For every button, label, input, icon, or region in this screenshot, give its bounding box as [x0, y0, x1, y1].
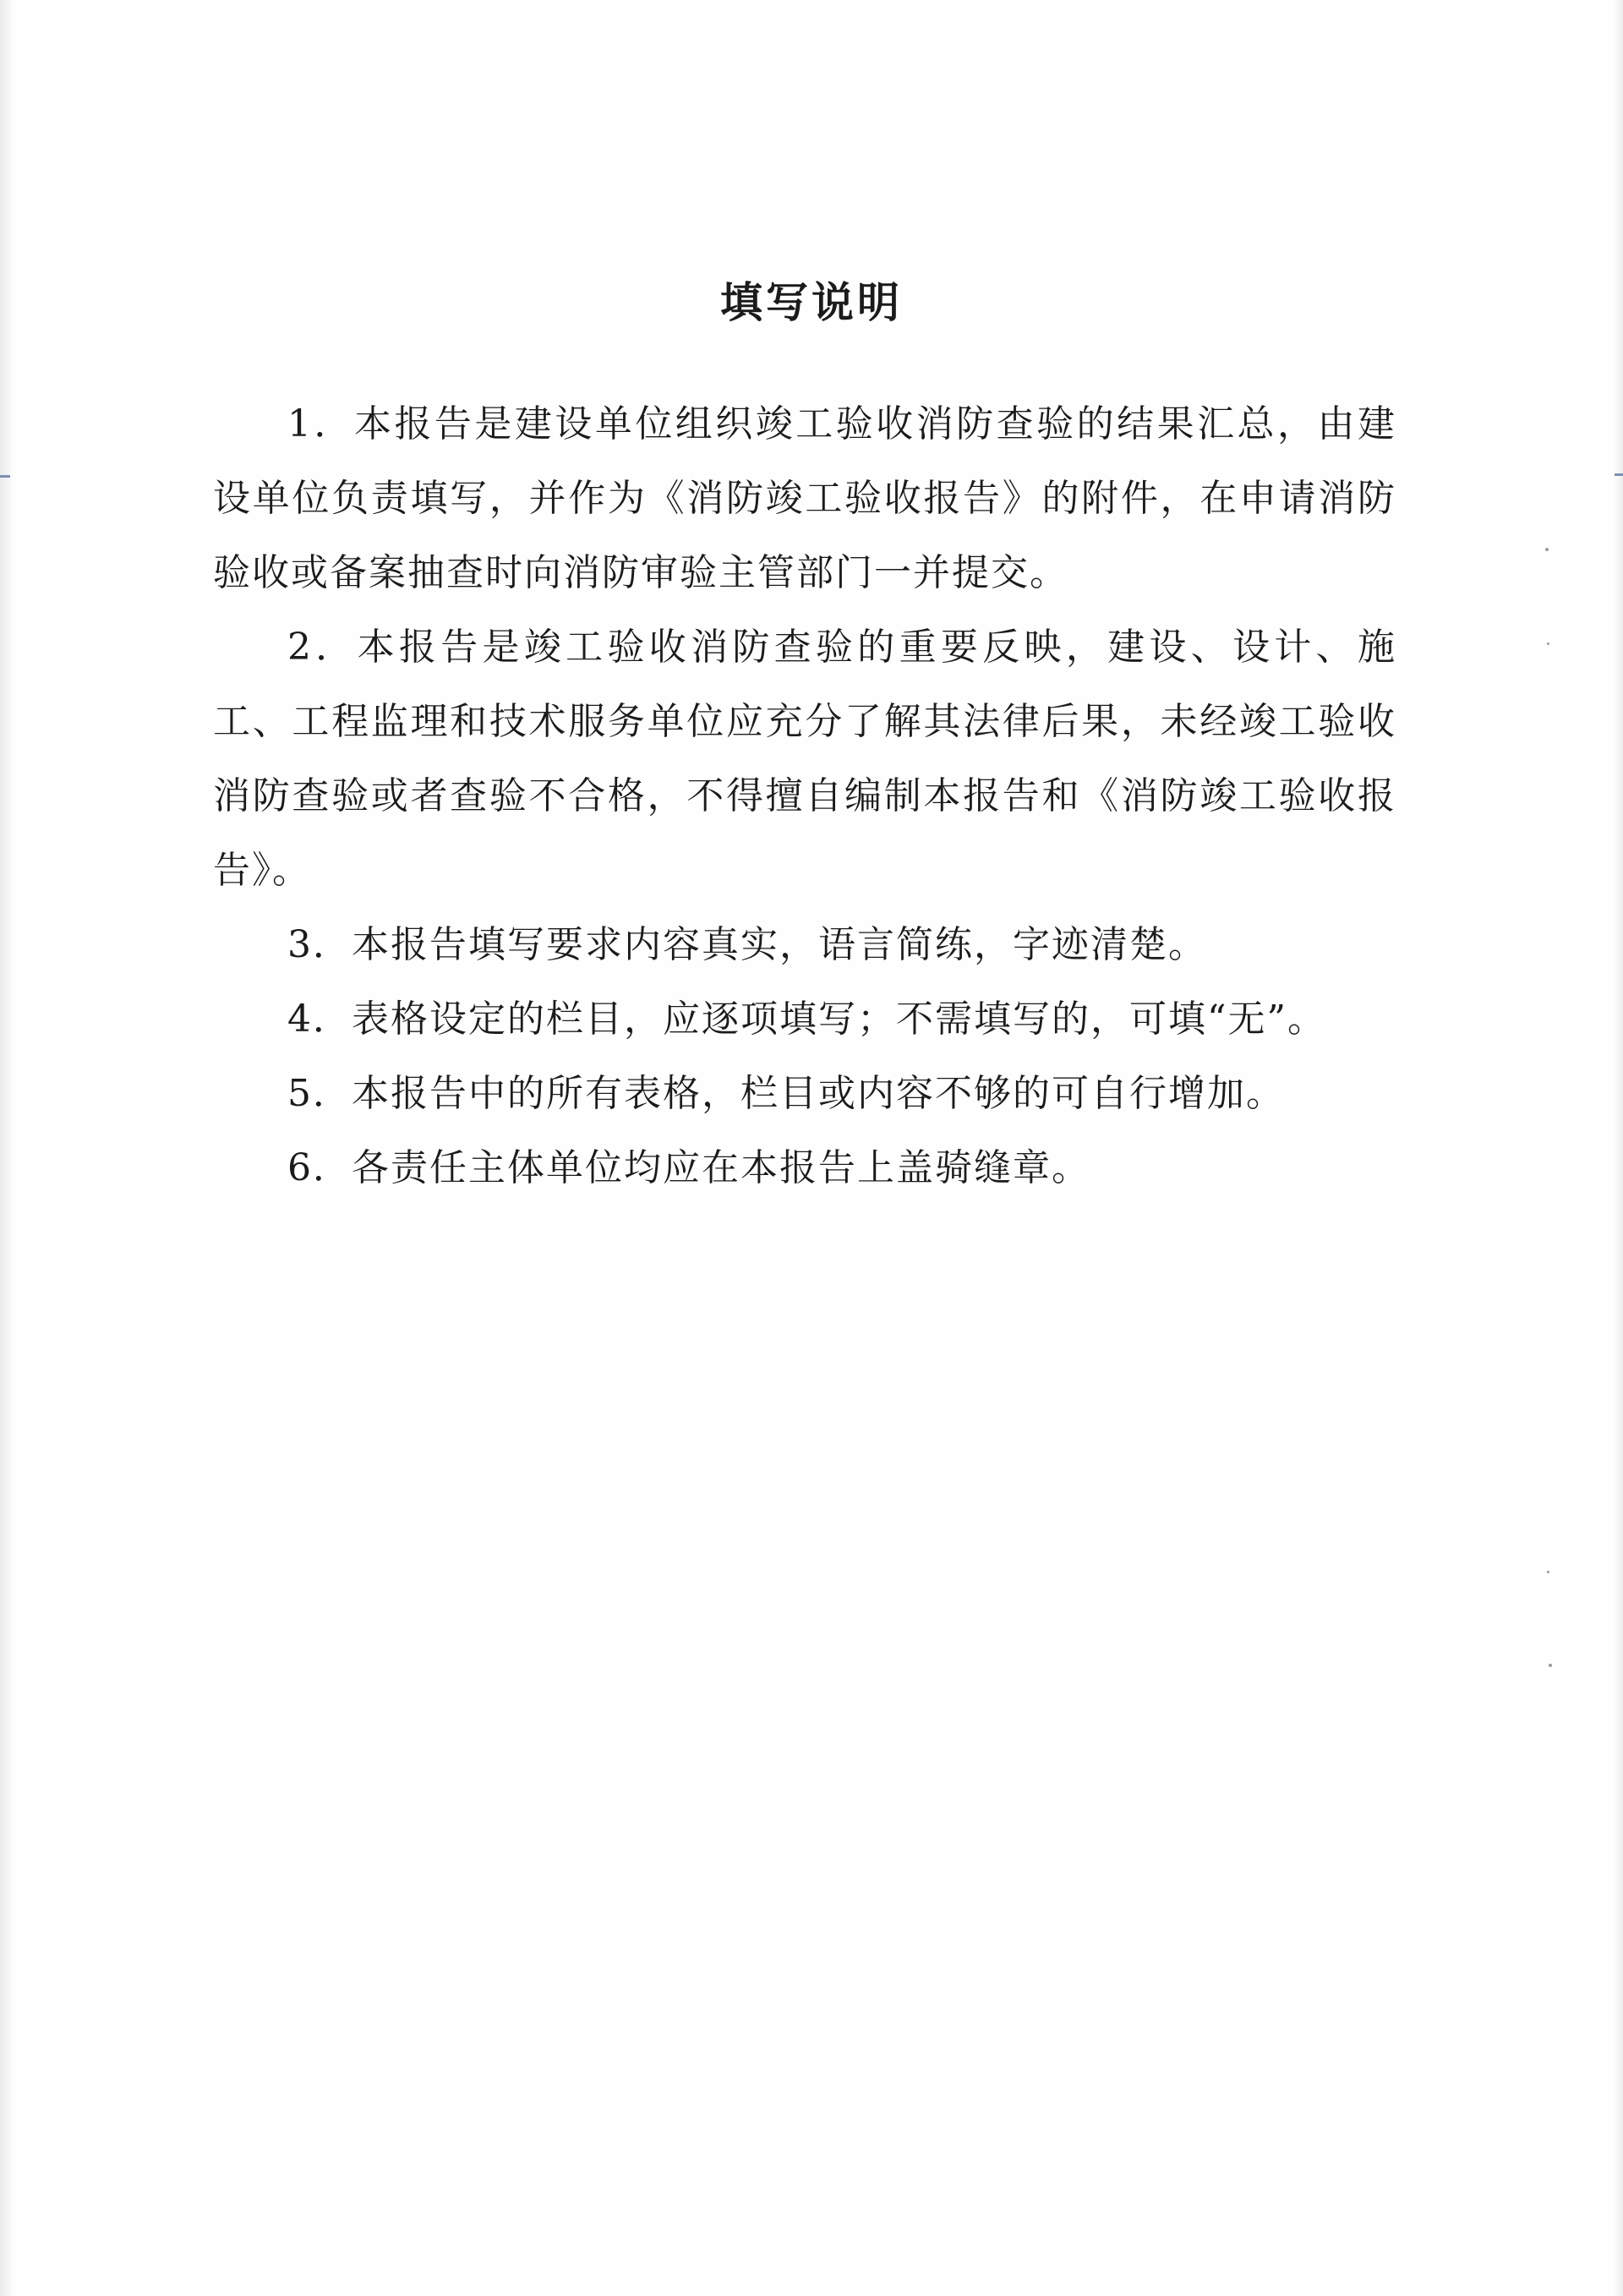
instruction-paragraph-2: 2．本报告是竣工验收消防查验的重要反映，建设、设计、施工、工程监理和技术服务单位应充分了解其法律后果，未经竣工验收消防查验或者查验不合格，不得擅自编制本报告和《消防竣工验收报告》。	[213, 626, 1396, 892]
scan-edge-right	[1615, 0, 1623, 2296]
scan-mark	[1615, 473, 1623, 476]
scan-speck	[1549, 1664, 1552, 1667]
instructions-body	[213, 387, 1396, 1205]
scan-speck	[1547, 642, 1549, 645]
instruction-paragraph-1: 1．本报告是建设单位组织竣工验收消防查验的结果汇总，由建设单位负责填写，并作为《消防竣工验收报告》的附件，在申请消防验收或备案抽查时向消防审验主管部门一并提交。	[213, 402, 1396, 594]
scan-edge-left	[0, 0, 12, 2296]
instruction-paragraph-3: 3．本报告填写要求内容真实，语言简练，字迹清楚。	[287, 923, 1207, 966]
instruction-paragraph-6: 6．各责任主体单位均应在本报告上盖骑缝章。	[287, 1146, 1090, 1189]
scan-speck	[1545, 548, 1549, 551]
instruction-paragraph-4: 4．表格设定的栏目，应逐项填写；不需填写的，可填“无”。	[287, 998, 1326, 1041]
instruction-paragraph-5: 5．本报告中的所有表格，栏目或内容不够的可自行增加。	[287, 1072, 1285, 1115]
scan-speck	[1547, 1571, 1549, 1573]
page-title: 填写说明	[720, 277, 903, 327]
scan-mark	[0, 475, 10, 478]
